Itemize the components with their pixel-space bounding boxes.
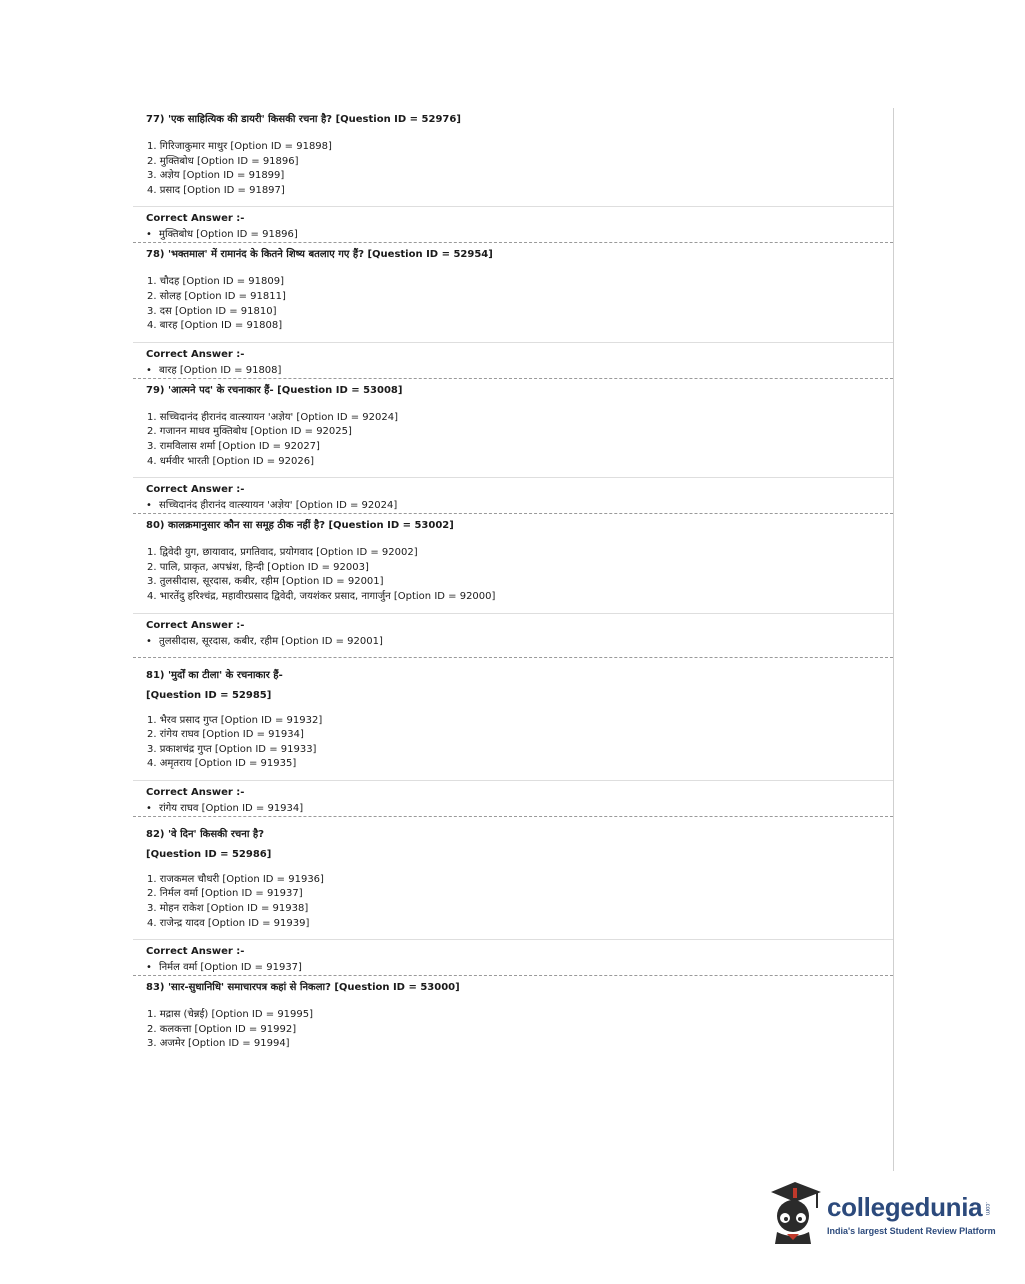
bullet-icon: •: [146, 802, 152, 814]
options-list: [133, 538, 893, 612]
option-item: 4. भारतेंदु हरिश्चंद्र, महावीरप्रसाद द्विवेदी, जयशंकर प्रसाद, नागार्जुन [Option ID = 92000]: [147, 590, 496, 602]
correct-answer-item: [146, 634, 893, 649]
options-list: [133, 267, 893, 341]
option-item: 1. सच्चिदानंद हीरानंद वात्स्यायन 'अज्ञेय' [Option ID = 92024]: [147, 411, 398, 423]
correct-answer-block: [133, 477, 893, 513]
correct-answer-item: [146, 498, 893, 513]
option-item: 3. दस [Option ID = 91810]: [147, 305, 277, 317]
question-id: [Question ID = 52985]: [146, 689, 272, 701]
correct-answer-label: Correct Answer :-: [146, 484, 245, 496]
option-item: 4. अमृतराय [Option ID = 91935]: [147, 758, 297, 770]
options-list: [133, 1000, 893, 1060]
correct-answer-label: Correct Answer :-: [146, 213, 245, 225]
correct-answer-block: [133, 613, 893, 649]
option-item: 2. मुक्तिबोध [Option ID = 91896]: [147, 155, 299, 167]
question-title: 83) 'सार-सुधानिधि' समाचारपत्र कहां से निकला? [Question ID = 53000]: [146, 982, 460, 994]
option-item: 4. धर्मवीर भारती [Option ID = 92026]: [147, 455, 314, 467]
option-item: 3. मोहन राकेश [Option ID = 91938]: [147, 903, 309, 915]
option-item: 3. अजमेर [Option ID = 91994]: [147, 1038, 290, 1050]
question-title: 77) 'एक साहित्यिक की डायरी' किसकी रचना है? [Question ID = 52976]: [146, 114, 461, 125]
bullet-icon: •: [146, 364, 152, 376]
correct-answer-item: [146, 363, 893, 378]
option-item: 4. राजेन्द्र यादव [Option ID = 91939]: [147, 917, 310, 929]
option-item: 1. गिरिजाकुमार माथुर [Option ID = 91898]: [147, 141, 332, 152]
bullet-icon: •: [146, 962, 152, 974]
option-item: 2. रांगेय राघव [Option ID = 91934]: [147, 729, 304, 741]
question-paper: [133, 108, 894, 1171]
correct-answer-text: मुक्तिबोध [Option ID = 91896]: [159, 229, 298, 241]
logo-domain: .com: [984, 1202, 990, 1216]
correct-answer-text: बारह [Option ID = 91808]: [159, 364, 282, 376]
correct-answer-text: सच्चिदानंद हीरानंद वात्स्यायन 'अज्ञेय' [Option ID = 92024]: [159, 500, 398, 512]
options-list: [133, 706, 893, 780]
correct-answer-item: [146, 227, 893, 242]
correct-answer-block: [133, 342, 893, 378]
option-item: 3. रामविलास शर्मा [Option ID = 92027]: [147, 440, 320, 452]
option-item: 2. निर्मल वर्मा [Option ID = 91937]: [147, 888, 303, 900]
option-item: 2. कलकत्ता [Option ID = 91992]: [147, 1023, 297, 1035]
correct-answer-text: तुलसीदास, सूरदास, कबीर, रहीम [Option ID = 92001]: [159, 635, 383, 647]
question-83: [133, 976, 893, 1060]
correct-answer-item: [146, 801, 893, 816]
mascot-icon: [765, 1178, 825, 1248]
option-item: 4. बारह [Option ID = 91808]: [147, 320, 283, 332]
collegedunia-logo[interactable]: [765, 1178, 995, 1248]
correct-answer-block: [133, 206, 893, 242]
question-title: 79) 'आत्मने पद' के रचनाकार हैं- [Question ID = 53008]: [146, 384, 403, 396]
option-item: 1. भैरव प्रसाद गुप्त [Option ID = 91932]: [147, 714, 323, 726]
option-item: 1. राजकमल चौधरी [Option ID = 91936]: [147, 873, 324, 885]
question-title: 82) 'वे दिन' किसकी रचना है?: [146, 828, 265, 840]
option-item: 2. पालि, प्राकृत, अपभ्रंश, हिन्दी [Option ID = 92003]: [147, 561, 369, 573]
logo-tagline: India's largest Student Review Platform: [827, 1226, 996, 1236]
correct-answer-label: Correct Answer :-: [146, 348, 245, 360]
question-title: 80) कालक्रमानुसार कौन सा समूह ठीक नहीं है? [Question ID = 53002]: [146, 520, 454, 532]
option-item: 1. चौदह [Option ID = 91809]: [147, 276, 285, 288]
correct-answer-text: निर्मल वर्मा [Option ID = 91937]: [159, 962, 302, 974]
correct-answer-block: [133, 780, 893, 816]
correct-answer-text: रांगेय राघव [Option ID = 91934]: [159, 802, 304, 814]
bullet-icon: •: [146, 635, 152, 647]
correct-answer-label: Correct Answer :-: [146, 946, 245, 958]
option-item: 3. तुलसीदास, सूरदास, कबीर, रहीम [Option ID = 92001]: [147, 576, 384, 588]
options-list: [133, 132, 893, 206]
correct-answer-label: Correct Answer :-: [146, 786, 245, 798]
correct-answer-block: [133, 939, 893, 975]
option-item: 3. प्रकाशचंद्र गुप्त [Option ID = 91933]: [147, 743, 317, 755]
question-81: [133, 658, 893, 817]
option-item: 4. प्रसाद [Option ID = 91897]: [147, 184, 285, 196]
option-item: 3. अज्ञेय [Option ID = 91899]: [147, 170, 285, 182]
logo-wordmark: collegedunia: [827, 1192, 983, 1222]
bullet-icon: •: [146, 500, 152, 512]
question-title: 78) 'भक्तमाल' में रामानंद के कितने शिष्य बतलाए गए हैं? [Question ID = 52954]: [146, 249, 493, 261]
question-78: [133, 243, 893, 378]
question-80: [133, 514, 893, 657]
question-82: [133, 817, 893, 976]
correct-answer-label: Correct Answer :-: [146, 619, 245, 631]
correct-answer-item: [146, 960, 893, 975]
question-77: [133, 108, 893, 243]
question-79: [133, 379, 893, 514]
option-item: 1. मद्रास (चेन्नई) [Option ID = 91995]: [147, 1009, 314, 1021]
question-title: 81) 'मुर्दों का टीला' के रचनाकार हैं-: [146, 669, 283, 681]
option-item: 1. द्विवेदी युग, छायावाद, प्रगतिवाद, प्रयोगवाद [Option ID = 92002]: [147, 547, 418, 559]
bullet-icon: •: [146, 229, 152, 241]
options-list: [133, 865, 893, 939]
option-item: 2. सोलह [Option ID = 91811]: [147, 290, 286, 302]
options-list: [133, 403, 893, 477]
option-item: 2. गजानन माधव मुक्तिबोध [Option ID = 92025]: [147, 426, 352, 438]
question-id: [Question ID = 52986]: [146, 848, 272, 860]
